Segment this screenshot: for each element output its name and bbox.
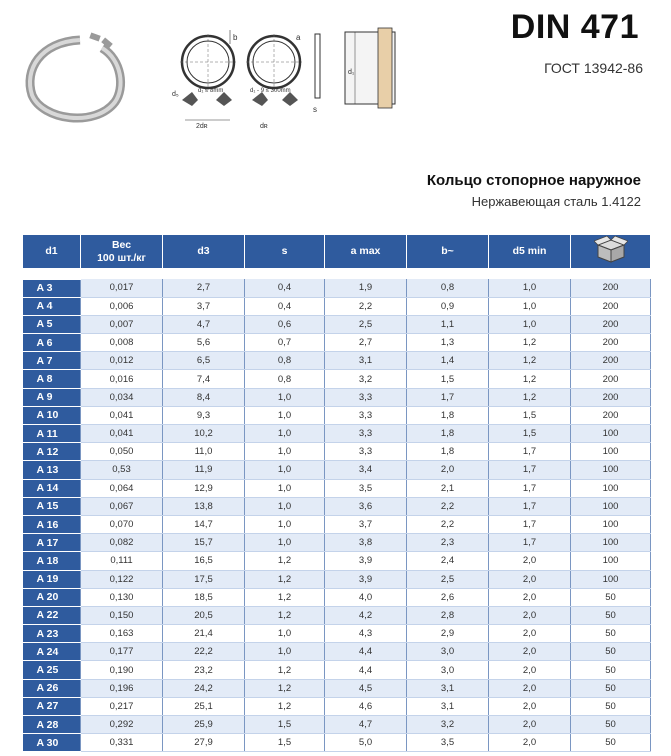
ring-drawing-large <box>246 33 302 130</box>
cell-weight: 0,196 <box>81 679 163 697</box>
cell-d5-min: 2,0 <box>489 734 571 752</box>
cell-d3: 11,0 <box>163 443 245 461</box>
cell-b: 2,3 <box>407 534 489 552</box>
cell-b: 1,3 <box>407 334 489 352</box>
label-d5: d₅ <box>172 91 179 98</box>
cell-d1: A 19 <box>23 570 81 588</box>
cell-s: 0,7 <box>245 334 325 352</box>
table-row <box>23 697 651 715</box>
cell-d3: 27,9 <box>163 734 245 752</box>
cell-d5-min: 1,7 <box>489 461 571 479</box>
table-row <box>23 716 651 734</box>
cell-b: 3,0 <box>407 661 489 679</box>
cell-s: 0,4 <box>245 279 325 297</box>
table-row <box>23 443 651 461</box>
cell-d1: A 25 <box>23 661 81 679</box>
cell-package-qty: 200 <box>571 352 651 370</box>
col-header-weight: Вес 100 шт./кг <box>81 235 163 269</box>
cell-weight: 0,53 <box>81 461 163 479</box>
cell-s: 1,2 <box>245 661 325 679</box>
cell-d1: A 12 <box>23 443 81 461</box>
cell-package-qty: 50 <box>571 697 651 715</box>
cell-s: 1,0 <box>245 425 325 443</box>
cell-d1: A 9 <box>23 388 81 406</box>
cell-d5-min: 1,7 <box>489 479 571 497</box>
cell-d1: A 22 <box>23 606 81 624</box>
cell-d3: 25,1 <box>163 697 245 715</box>
cell-b: 1,1 <box>407 315 489 333</box>
header-spacer <box>23 269 651 280</box>
cell-b: 1,8 <box>407 425 489 443</box>
page-title: DIN 471 <box>510 8 639 46</box>
cell-package-qty: 50 <box>571 661 651 679</box>
table-row <box>23 534 651 552</box>
cell-b: 1,5 <box>407 370 489 388</box>
cell-d1: A 6 <box>23 334 81 352</box>
cell-b: 2,0 <box>407 461 489 479</box>
cell-d5-min: 2,0 <box>489 679 571 697</box>
cell-d1: A 10 <box>23 406 81 424</box>
cell-b: 1,4 <box>407 352 489 370</box>
cell-s: 1,0 <box>245 479 325 497</box>
cell-s: 1,0 <box>245 388 325 406</box>
cell-d3: 17,5 <box>163 570 245 588</box>
cell-d1: A 3 <box>23 279 81 297</box>
cell-d5-min: 2,0 <box>489 661 571 679</box>
cell-d3: 25,9 <box>163 716 245 734</box>
cell-d1: A 27 <box>23 697 81 715</box>
cell-d3: 10,2 <box>163 425 245 443</box>
cell-weight: 0,016 <box>81 370 163 388</box>
cell-package-qty: 100 <box>571 497 651 515</box>
cell-s: 1,0 <box>245 443 325 461</box>
cell-d1: A 23 <box>23 625 81 643</box>
ring-side-profile <box>313 34 320 114</box>
cell-a-max: 4,5 <box>325 679 407 697</box>
cell-a-max: 3,9 <box>325 552 407 570</box>
table-row <box>23 570 651 588</box>
col-header-d1: d1 <box>23 235 81 269</box>
gost-standard: ГОСТ 13942-86 <box>544 60 643 76</box>
material-name: Нержавеющая сталь 1.4122 <box>471 194 641 209</box>
cell-b: 2,6 <box>407 588 489 606</box>
cell-s: 1,0 <box>245 643 325 661</box>
cell-weight: 0,190 <box>81 661 163 679</box>
cell-d5-min: 1,0 <box>489 297 571 315</box>
cell-d5-min: 1,5 <box>489 425 571 443</box>
cell-s: 1,2 <box>245 552 325 570</box>
cell-package-qty: 50 <box>571 625 651 643</box>
cell-a-max: 3,8 <box>325 534 407 552</box>
cell-d3: 23,2 <box>163 661 245 679</box>
cell-a-max: 3,3 <box>325 388 407 406</box>
cell-d3: 21,4 <box>163 625 245 643</box>
cell-package-qty: 200 <box>571 406 651 424</box>
table-row <box>23 297 651 315</box>
specification-table-wrap <box>22 234 650 752</box>
cell-d5-min: 1,2 <box>489 334 571 352</box>
cell-d3: 22,2 <box>163 643 245 661</box>
table-row <box>23 497 651 515</box>
cell-a-max: 3,3 <box>325 406 407 424</box>
table-row <box>23 643 651 661</box>
cell-a-max: 2,2 <box>325 297 407 315</box>
cell-package-qty: 200 <box>571 315 651 333</box>
col-header-d5-min: d5 min <box>489 235 571 269</box>
table-row <box>23 352 651 370</box>
cell-a-max: 4,7 <box>325 716 407 734</box>
cell-a-max: 4,6 <box>325 697 407 715</box>
cell-d5-min: 1,5 <box>489 406 571 424</box>
cell-weight: 0,041 <box>81 406 163 424</box>
cell-package-qty: 100 <box>571 443 651 461</box>
cell-package-qty: 200 <box>571 370 651 388</box>
cell-d5-min: 2,0 <box>489 588 571 606</box>
table-row <box>23 734 651 752</box>
cell-d5-min: 1,7 <box>489 515 571 533</box>
cell-s: 0,6 <box>245 315 325 333</box>
cell-weight: 0,041 <box>81 425 163 443</box>
label-a: a <box>296 33 301 42</box>
cell-s: 1,2 <box>245 606 325 624</box>
cell-d5-min: 2,0 <box>489 625 571 643</box>
cell-package-qty: 200 <box>571 334 651 352</box>
cell-package-qty: 50 <box>571 606 651 624</box>
cell-a-max: 3,1 <box>325 352 407 370</box>
cell-d3: 20,5 <box>163 606 245 624</box>
cell-s: 1,2 <box>245 679 325 697</box>
cell-d3: 6,5 <box>163 352 245 370</box>
cell-d1: A 5 <box>23 315 81 333</box>
table-row <box>23 552 651 570</box>
cell-weight: 0,177 <box>81 643 163 661</box>
cell-d5-min: 2,0 <box>489 552 571 570</box>
label-s: s <box>313 105 317 114</box>
cell-d1: A 17 <box>23 534 81 552</box>
cell-d1: A 20 <box>23 588 81 606</box>
cell-d5-min: 1,2 <box>489 352 571 370</box>
cell-d1: A 30 <box>23 734 81 752</box>
cell-s: 1,2 <box>245 697 325 715</box>
cell-d3: 15,7 <box>163 534 245 552</box>
cell-d1: A 8 <box>23 370 81 388</box>
cell-s: 1,0 <box>245 406 325 424</box>
cell-package-qty: 50 <box>571 588 651 606</box>
cell-a-max: 5,0 <box>325 734 407 752</box>
cell-weight: 0,331 <box>81 734 163 752</box>
note-small: d₁ ≤ 8mm <box>198 88 224 94</box>
cell-s: 1,0 <box>245 534 325 552</box>
ring-illustration <box>30 32 121 118</box>
cell-a-max: 4,4 <box>325 661 407 679</box>
cell-b: 1,8 <box>407 406 489 424</box>
cell-a-max: 3,4 <box>325 461 407 479</box>
cell-weight: 0,150 <box>81 606 163 624</box>
cell-a-max: 2,5 <box>325 315 407 333</box>
cell-package-qty: 200 <box>571 388 651 406</box>
cell-a-max: 3,6 <box>325 497 407 515</box>
cell-d1: A 11 <box>23 425 81 443</box>
cell-a-max: 4,0 <box>325 588 407 606</box>
cell-d5-min: 2,0 <box>489 643 571 661</box>
cell-weight: 0,012 <box>81 352 163 370</box>
cell-d1: A 15 <box>23 497 81 515</box>
table-row <box>23 388 651 406</box>
cell-d1: A 14 <box>23 479 81 497</box>
cell-weight: 0,130 <box>81 588 163 606</box>
cell-d3: 2,7 <box>163 279 245 297</box>
cell-b: 3,2 <box>407 716 489 734</box>
table-body <box>23 269 651 752</box>
cell-weight: 0,217 <box>81 697 163 715</box>
table-row <box>23 461 651 479</box>
cell-d3: 11,9 <box>163 461 245 479</box>
cell-weight: 0,067 <box>81 497 163 515</box>
label-dr: dʀ <box>260 123 268 130</box>
ring-drawing-small <box>172 30 238 130</box>
cell-d5-min: 1,0 <box>489 279 571 297</box>
table-row <box>23 606 651 624</box>
cell-weight: 0,007 <box>81 315 163 333</box>
cell-a-max: 4,4 <box>325 643 407 661</box>
cell-d5-min: 1,2 <box>489 388 571 406</box>
technical-drawing <box>20 20 420 140</box>
cell-package-qty: 50 <box>571 643 651 661</box>
col-header-package <box>571 235 651 269</box>
cell-weight: 0,006 <box>81 297 163 315</box>
cell-d3: 8,4 <box>163 388 245 406</box>
cell-d1: A 16 <box>23 515 81 533</box>
cell-d3: 24,2 <box>163 679 245 697</box>
cell-a-max: 3,3 <box>325 443 407 461</box>
table-row <box>23 479 651 497</box>
product-name: Кольцо стопорное наружное <box>426 172 641 189</box>
table-row <box>23 679 651 697</box>
cell-package-qty: 200 <box>571 297 651 315</box>
cell-a-max: 1,9 <box>325 279 407 297</box>
cell-package-qty: 100 <box>571 425 651 443</box>
cell-a-max: 3,3 <box>325 425 407 443</box>
cell-d1: A 24 <box>23 643 81 661</box>
cell-d5-min: 1,7 <box>489 443 571 461</box>
table-row <box>23 661 651 679</box>
cell-package-qty: 50 <box>571 716 651 734</box>
cell-d5-min: 2,0 <box>489 606 571 624</box>
table-row <box>23 406 651 424</box>
cell-d3: 13,8 <box>163 497 245 515</box>
cell-weight: 0,064 <box>81 479 163 497</box>
table-row <box>23 279 651 297</box>
cell-s: 1,0 <box>245 497 325 515</box>
cell-package-qty: 50 <box>571 679 651 697</box>
cell-b: 0,8 <box>407 279 489 297</box>
cell-d1: A 28 <box>23 716 81 734</box>
table-row <box>23 425 651 443</box>
cell-weight: 0,070 <box>81 515 163 533</box>
cell-b: 2,1 <box>407 479 489 497</box>
cell-d3: 16,5 <box>163 552 245 570</box>
cell-a-max: 3,2 <box>325 370 407 388</box>
table-row <box>23 625 651 643</box>
cell-package-qty: 100 <box>571 570 651 588</box>
cell-b: 2,4 <box>407 552 489 570</box>
cell-s: 1,0 <box>245 625 325 643</box>
shaft-section <box>345 28 395 108</box>
table-row <box>23 588 651 606</box>
cell-b: 2,9 <box>407 625 489 643</box>
cell-d3: 3,7 <box>163 297 245 315</box>
cell-d5-min: 1,0 <box>489 315 571 333</box>
cell-d3: 4,7 <box>163 315 245 333</box>
cell-a-max: 4,2 <box>325 606 407 624</box>
table-header-row <box>23 235 651 269</box>
cell-weight: 0,008 <box>81 334 163 352</box>
cell-d5-min: 2,0 <box>489 697 571 715</box>
cell-s: 1,5 <box>245 734 325 752</box>
cell-b: 0,9 <box>407 297 489 315</box>
cell-weight: 0,082 <box>81 534 163 552</box>
table-row <box>23 315 651 333</box>
cell-b: 1,7 <box>407 388 489 406</box>
cell-package-qty: 100 <box>571 552 651 570</box>
cell-weight: 0,111 <box>81 552 163 570</box>
cell-weight: 0,122 <box>81 570 163 588</box>
cell-s: 1,2 <box>245 570 325 588</box>
cell-package-qty: 100 <box>571 461 651 479</box>
cell-b: 1,8 <box>407 443 489 461</box>
table-row <box>23 370 651 388</box>
box-icon <box>594 236 628 264</box>
cell-b: 2,5 <box>407 570 489 588</box>
cell-d1: A 13 <box>23 461 81 479</box>
cell-package-qty: 100 <box>571 479 651 497</box>
cell-weight: 0,292 <box>81 716 163 734</box>
cell-weight: 0,050 <box>81 443 163 461</box>
cell-d5-min: 1,2 <box>489 370 571 388</box>
cell-d3: 9,3 <box>163 406 245 424</box>
cell-d1: A 18 <box>23 552 81 570</box>
cell-weight: 0,034 <box>81 388 163 406</box>
cell-d5-min: 1,7 <box>489 534 571 552</box>
cell-weight: 0,017 <box>81 279 163 297</box>
cell-a-max: 3,7 <box>325 515 407 533</box>
cell-d3: 5,6 <box>163 334 245 352</box>
cell-b: 3,0 <box>407 643 489 661</box>
cell-d1: A 7 <box>23 352 81 370</box>
col-header-d3: d3 <box>163 235 245 269</box>
cell-s: 1,2 <box>245 588 325 606</box>
cell-b: 3,1 <box>407 679 489 697</box>
note-large: d₁ - 9 ≤ 300mm <box>250 88 291 94</box>
cell-package-qty: 100 <box>571 534 651 552</box>
cell-a-max: 3,5 <box>325 479 407 497</box>
cell-s: 0,8 <box>245 370 325 388</box>
cell-d3: 14,7 <box>163 515 245 533</box>
cell-d3: 7,4 <box>163 370 245 388</box>
cell-weight: 0,163 <box>81 625 163 643</box>
cell-s: 1,0 <box>245 461 325 479</box>
cell-d5-min: 1,7 <box>489 497 571 515</box>
cell-d3: 18,5 <box>163 588 245 606</box>
cell-b: 3,1 <box>407 697 489 715</box>
col-header-a-max: a max <box>325 235 407 269</box>
col-header-s: s <box>245 235 325 269</box>
cell-a-max: 3,9 <box>325 570 407 588</box>
cell-d1: A 26 <box>23 679 81 697</box>
cell-b: 2,8 <box>407 606 489 624</box>
cell-d3: 12,9 <box>163 479 245 497</box>
cell-d5-min: 2,0 <box>489 570 571 588</box>
cell-a-max: 2,7 <box>325 334 407 352</box>
table-row <box>23 515 651 533</box>
label-2dr: 2dʀ <box>196 123 208 130</box>
label-b: b <box>233 33 238 42</box>
table-row <box>23 334 651 352</box>
label-d1: d₁ <box>348 69 355 76</box>
cell-a-max: 4,3 <box>325 625 407 643</box>
cell-package-qty: 50 <box>571 734 651 752</box>
cell-s: 0,8 <box>245 352 325 370</box>
cell-s: 1,5 <box>245 716 325 734</box>
cell-b: 3,5 <box>407 734 489 752</box>
cell-package-qty: 100 <box>571 515 651 533</box>
cell-s: 0,4 <box>245 297 325 315</box>
cell-b: 2,2 <box>407 497 489 515</box>
cell-b: 2,2 <box>407 515 489 533</box>
cell-s: 1,0 <box>245 515 325 533</box>
specification-table <box>22 234 651 752</box>
col-header-b: b~ <box>407 235 489 269</box>
cell-d1: A 4 <box>23 297 81 315</box>
cell-package-qty: 200 <box>571 279 651 297</box>
cell-d5-min: 2,0 <box>489 716 571 734</box>
